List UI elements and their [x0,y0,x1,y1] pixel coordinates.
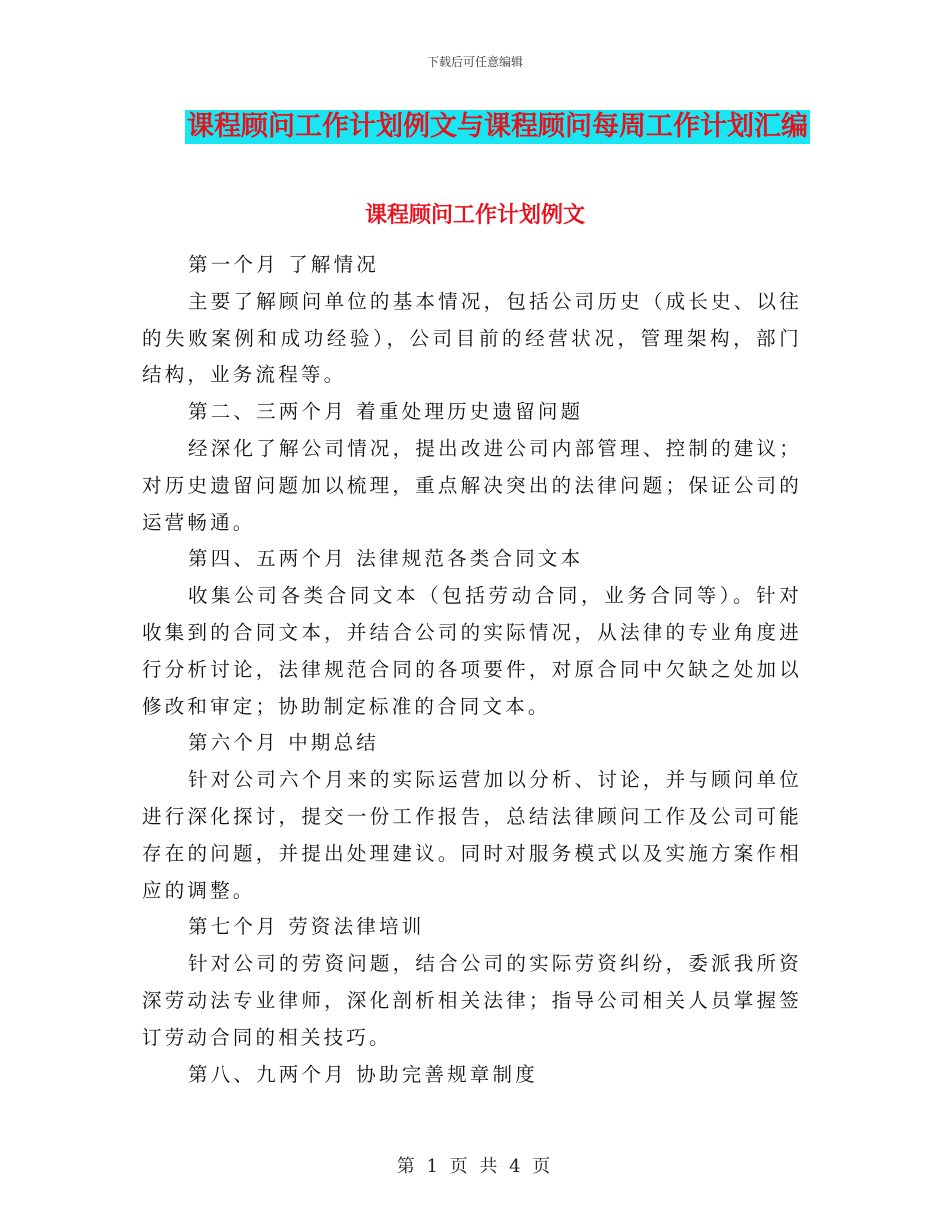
header-note: 下载后可任意编辑 [426,55,523,69]
paragraph-heading: 第四、五两个月 法律规范各类合同文本 [188,547,584,571]
body-content [142,247,802,1093]
paragraph-heading: 第二、三两个月 着重处理历史遗留问题 [188,400,584,424]
paragraph: 经深化了解公司情况，提出改进公司内部管理、控制的建议；对历史遗留问题加以梳理，重点解决突出的法律问题；保证公司的运营畅通。 [142,436,802,534]
paragraph: 针对公司的劳资问题，结合公司的实际劳资纠纷，委派我所资深劳动法专业律师，深化剖析相关法律；指导公司相关人员掌握签订劳动合同的相关技巧。 [142,952,802,1049]
paragraph: 主要了解顾问单位的基本情况，包括公司历史（成长史、以往的失败案例和成功经验），公司目前的经营状况，管理架构，部门结构，业务流程等。 [142,289,802,387]
paragraph-heading: 第八、九两个月 协助完善规章制度 [188,1062,538,1086]
paragraph: 针对公司六个月来的实际运营加以分析、讨论，并与顾问单位进行深化探讨，提交一份工作报告，总结法律顾问工作及公司可能存在的问题，并提出处理建议。同时对服务模式以及实施方案作相应的调整。 [142,768,802,902]
paragraph-heading: 第六个月 中期总结 [188,731,379,755]
section-title: 课程顾问工作计划例文 [364,203,585,228]
main-title: 课程顾问工作计划例文与课程顾问每周工作计划汇编 [187,111,808,142]
page-number-footer: 第 1 页 共 4 页 [396,1156,554,1177]
paragraph-heading: 第一个月 了解情况 [188,253,379,276]
paragraph-heading: 第七个月 劳资法律培训 [188,915,425,939]
paragraph: 收集公司各类合同文本（包括劳动合同，业务合同等）。针对收集到的合同文本，并结合公司的实际情况，从法律的专业角度进行分析讨论，法律规范合同的各项要件，对原合同中欠缺之处加以修改和审定；协助制定标准的合同文本。 [142,584,802,718]
main-title-wrap [0,110,950,144]
